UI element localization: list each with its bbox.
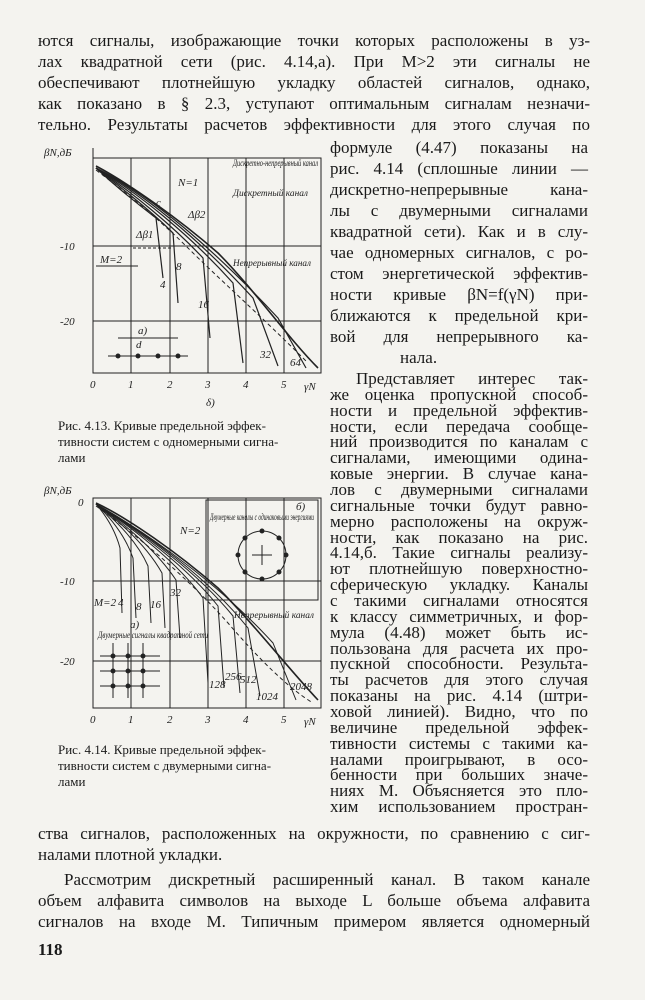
text-line: мула (4.48) может быть ис- (330, 622, 588, 642)
text-line: ства сигналов, расположенных на окружности, по сравнению с сиг- (38, 824, 590, 843)
x-tick: 4 (243, 714, 249, 726)
text-line: ности кривые βN=f(γN) при- (330, 285, 588, 304)
panel-label: a) (130, 619, 140, 631)
x-tick: 3 (205, 379, 211, 391)
y-tick: -20 (60, 316, 75, 328)
text-line: тивности системы с такими ка- (330, 733, 588, 753)
text-line: ют плотнейшую поверхностно- (330, 559, 588, 579)
text-line: с такими сигналами относятся (330, 591, 588, 610)
x-tick: 2 (167, 714, 173, 726)
text-line: же оценка пропускной способ- (330, 384, 588, 404)
annotation: d (136, 339, 142, 351)
curve-label: 16 (198, 299, 209, 311)
text-line: сигнальные точки будут равно- (330, 495, 588, 515)
text-line: мерно расположены на окруж- (330, 511, 588, 531)
text-line: ближаются к предельной кри- (330, 306, 588, 325)
caption-line: тивности систем с одномерными сигна- (58, 434, 279, 449)
legend-label: Дискретный канал (231, 188, 309, 198)
page-number: 118 (38, 940, 63, 959)
curve-label: 8 (136, 601, 142, 613)
x-axis-label: γN (304, 381, 316, 393)
curve-label: 1024 (256, 691, 278, 703)
legend-label: Непрерывный канал (231, 258, 312, 268)
legend-label: Дискретно-непрерывный канал (232, 158, 319, 168)
caption-line: лами (58, 774, 86, 789)
text-line: лах квадратной сети (рис. 4.14,а). При M>2 эти сигналы не (38, 52, 590, 71)
text-line: показаны на рис. 4.14 (штри- (330, 686, 588, 706)
text-line: лы с двумерными сигналами (330, 201, 588, 220)
text-line: к классу симметричных, и фор- (330, 606, 588, 626)
text-line: хим использованием простран- (330, 797, 588, 817)
caption-line: Рис. 4.14. Кривые предельной эффек- (58, 742, 266, 757)
x-tick: 2 (167, 379, 173, 391)
text-line: рис. 4.14 (сплошные линии — (330, 159, 588, 178)
x-tick: 1 (128, 379, 134, 391)
text-line: ховой линией). Видно, что по (330, 702, 588, 721)
text-line: вой для непрерывного ка- (330, 327, 588, 346)
text-line: пользована для расчета их про- (330, 638, 588, 658)
caption-line: Рис. 4.13. Кривые предельной эффек- (58, 418, 266, 433)
text-line: сигналов на входе M. Типичным примером является одномерный (38, 912, 590, 931)
text-line: объем алфавита символов на выходе L больше объема алфавита (38, 891, 590, 910)
annotation: a) (138, 325, 148, 337)
curve-label: 4 (160, 279, 166, 291)
text-line: ты расчетов для этого случая (330, 670, 588, 690)
figure-4-13 (38, 138, 330, 413)
text-line: сферическую укладку. Каналы (330, 575, 588, 595)
x-tick: 0 (90, 714, 96, 726)
text-line: формуле (4.47) показаны на (330, 138, 588, 157)
curve-label: 256 (225, 671, 242, 683)
text-line: ности, если передача сообще- (330, 416, 588, 436)
y-tick: -10 (60, 241, 75, 253)
text-line: налами плотной укладки. (38, 845, 223, 864)
curve-label: 32 (260, 349, 271, 361)
curve-label: 32 (170, 587, 181, 599)
text-line: Представляет интерес так- (356, 369, 588, 388)
curve-label: 2048 (290, 681, 312, 693)
text-line: ются сигналы, изображающие точки которых расположены в уз- (38, 31, 590, 50)
curve-label: 16 (150, 599, 161, 611)
x-axis-label: γN (304, 716, 316, 728)
x-tick: 0 (90, 379, 96, 391)
annotation: δ) (206, 397, 215, 409)
text-line: квадратной сети). Как и в слу- (330, 222, 588, 241)
x-tick: 1 (128, 714, 134, 726)
m-label: M=2 (94, 597, 117, 609)
text-line: величине предельной эффек- (330, 717, 588, 737)
legend-label: Двумерные сигналы квадратной сети (97, 630, 209, 640)
curve-m32 (96, 504, 180, 638)
text-line: тельно. Результаты расчетов эффективности для этого случая по (38, 115, 590, 134)
x-tick: 5 (281, 714, 287, 726)
text-line: налами проигрывают, в осо- (330, 749, 588, 769)
m-label: M=2 (100, 254, 123, 266)
legend-label: Двумерные каналы с одинаковыми энергиями (209, 512, 315, 522)
text-line: ковые энергии. В случае кана- (330, 464, 588, 484)
text-line: бенности при больших значе- (330, 765, 588, 785)
x-tick: 4 (243, 379, 249, 391)
curve-label: 64 (290, 357, 301, 369)
y-axis-label: βN,дБ (44, 485, 72, 497)
x-tick: 5 (281, 379, 287, 391)
x-tick: 3 (205, 714, 211, 726)
y-axis-label: βN,дБ (44, 147, 72, 159)
grid-inset (100, 643, 160, 698)
text-line: дискретно-непрерывные кана- (330, 180, 588, 199)
y-tick: 0 (78, 497, 84, 509)
figure-4-14 (38, 478, 330, 733)
y-tick: -20 (60, 656, 75, 668)
text-line: чае одномерных сигналов, с ро- (330, 243, 588, 262)
text-line: стом энергетической эффектив- (330, 264, 588, 283)
annotation: Δβ2 (188, 209, 206, 221)
annotation: c (156, 197, 161, 209)
text-line: как показано в § 2.3, уступают оптимальным сигналам незначи- (38, 94, 590, 113)
curve-m256 (96, 504, 224, 688)
n-label: N=1 (178, 177, 199, 189)
text-line: ности, как показано на рис. (330, 527, 588, 547)
text-line: ниях M. Объясняется это пло- (330, 781, 588, 801)
figure-caption-4-14 (58, 742, 271, 790)
caption-line: тивности систем с двумерными сигна- (58, 758, 272, 773)
legend-label: Непрерывный канал (232, 610, 315, 620)
text-line: 4.14,б. Такие сигналы реализу- (330, 543, 588, 563)
curve-label: 8 (176, 261, 182, 273)
text-line: ний производится по каналам с (330, 432, 588, 452)
text-line: ности и предельной эффектив- (330, 400, 588, 420)
text-line: лов с двумерными сигналами (330, 480, 588, 499)
curve-label: 512 (240, 674, 257, 686)
text-line: нала. (400, 348, 438, 367)
text-line: Рассмотрим дискретный расширенный канал. В таком канале (64, 870, 590, 889)
text-line: пускной способности. Результа- (330, 654, 588, 674)
panel-label: б) (296, 501, 306, 513)
y-tick: -10 (60, 576, 75, 588)
n-label: N=2 (180, 525, 201, 537)
text-line: обеспечивают плотнейшую укладку областей сигналов, однако, (38, 73, 590, 92)
text-line: сигналами, имеющими одина- (330, 448, 588, 468)
caption-line: лами (58, 450, 86, 465)
annotation: Δβ1 (136, 229, 154, 241)
figure-caption-4-13 (58, 418, 278, 466)
curve-label: 4 (118, 597, 124, 609)
curve-label: 128 (209, 679, 226, 691)
